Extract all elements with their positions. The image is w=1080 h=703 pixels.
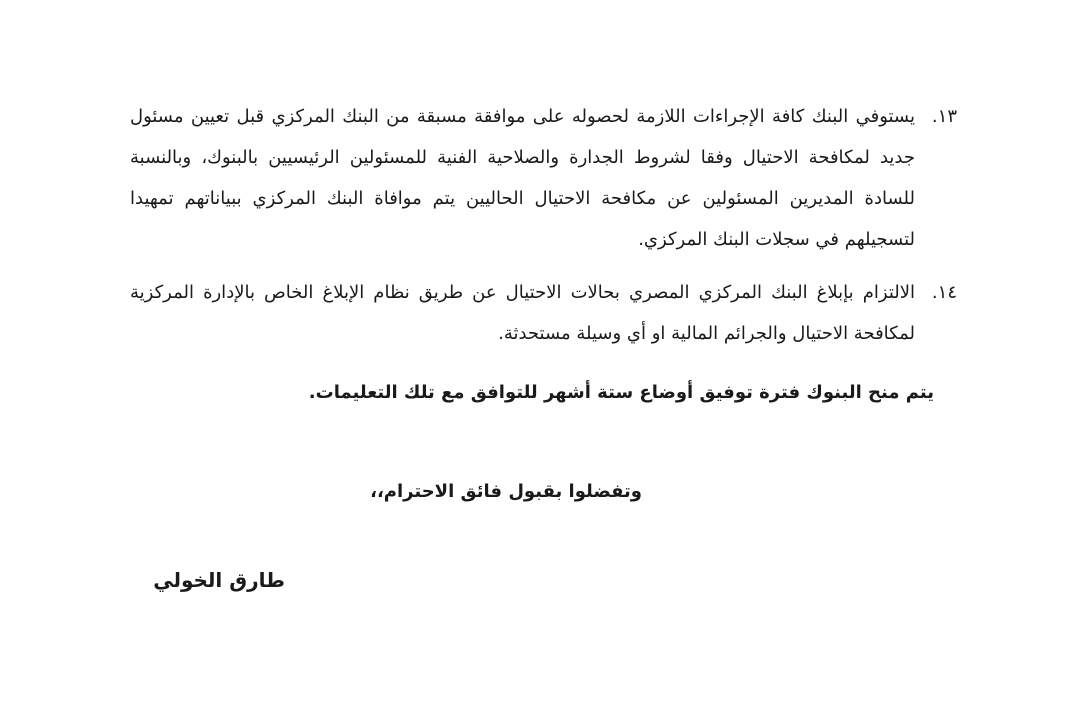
list-item-number: ١٤. xyxy=(931,282,957,303)
list-item-number: ١٣. xyxy=(931,106,957,127)
closing-salutation: وتفضلوا بقبول فائق الاحترام،، xyxy=(370,481,642,502)
list-item-text: يستوفي البنك كافة الإجراءات اللازمة لحصوله على موافقة مسبقة من البنك المركزي قبل تعيين مسئول جديد لمكافحة الاحتيال وفقا لشروط الجدارة والصلاحية الفنية للمسئولين الرئيسيين بالبنوك، وبالنسبة للسادة المديرين المسئولين عن مكافحة الاحتيال الحاليين يتم موافاة البنك المركزي ببياناتهم تمهيدا لتسجيلهم في سجلات البنك المركزي. xyxy=(130,106,915,250)
list-item-14 xyxy=(130,272,957,354)
signatory-name: طارق الخولي xyxy=(153,568,285,592)
list-item-13 xyxy=(130,96,957,260)
list-item-text: الالتزام بإبلاغ البنك المركزي المصري بحالات الاحتيال عن طريق نظام الإبلاغ الخاص بالإدارة المركزية لمكافحة الاحتيال والجرائم المالية او أي وسيلة مستحدثة. xyxy=(130,282,915,344)
grace-period-notice: يتم منح البنوك فترة توفيق أوضاع ستة أشهر للتوافق مع تلك التعليمات. xyxy=(308,382,934,403)
